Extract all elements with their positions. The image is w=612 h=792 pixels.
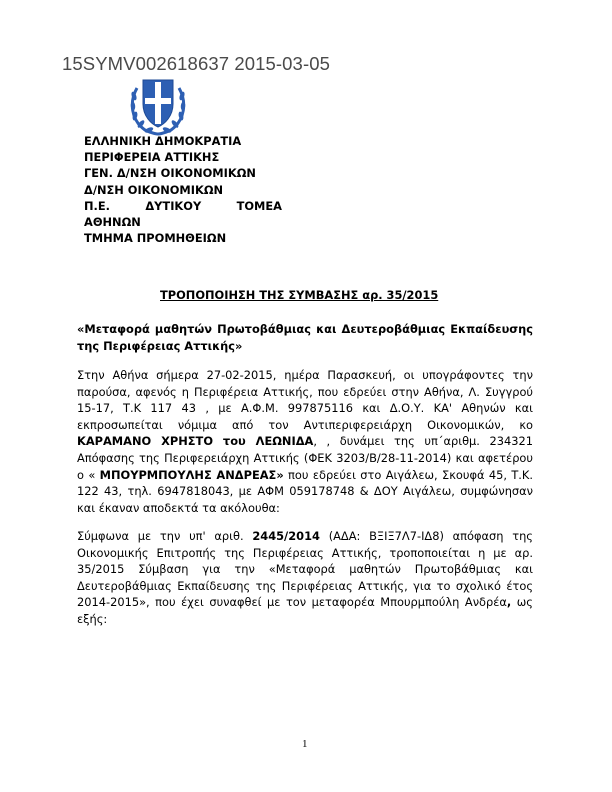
issuer-header [84, 133, 282, 246]
paragraph-text: , , δυνάμει της υπ΄αριθμ. 234321 Απόφασης της Περιφερειάρχη Αττικής (ΦΕΚ 3203/Β/28-11-2014) και αφετέρου ο « [77, 434, 533, 482]
document-title: ΤΡΟΠΟΠΟΙΗΣΗ ΤΗΣ ΣΥΜΒΑΣΗΣ αρ. 35/2015 [160, 288, 439, 302]
paragraph-text: Σύμφωνα με την υπ' αριθ. [77, 529, 253, 543]
greek-coat-of-arms-icon [127, 74, 189, 136]
paragraph-text: (ΑΔΑ: ΒΞΙΞ7Λ7-ΙΔ8) απόφαση της Οικονομικής Επιτροπής της Περιφέρειας Αττικής, τροποποιείται η με αρ. 35/2015 Σύμβαση για την «Μεταφορά μαθητών Πρωτοβάθμιας και Δευτεροβάθμιας Εκπαίδευσης της Περιφέρειας Αττικής, για το σχολικό έτος 2014-2015», που έχει συναφθεί με τον μεταφορέα Μπουρμπούλη Ανδρέα [77, 529, 533, 610]
document-stamp: 15SYMV002618637 2015-03-05 [62, 53, 330, 74]
header-line-athens: ΑΘΗΝΩΝ [84, 215, 141, 230]
header-line-region: ΠΕΡΙΦΕΡΕΙΑ ΑΤΤΙΚΗΣ [84, 150, 220, 165]
header-line-general-directorate: ΓΕΝ. Δ/ΝΣΗ ΟΙΚΟΝΟΜΙΚΩΝ [84, 166, 256, 181]
header-word-western: ΔΥΤΙΚΟΥ [145, 198, 202, 213]
representative-name: ΚΑΡΑΜΑΝΟ ΧΡΗΣΤΟ του ΛΕΩΝΙΔΑ [77, 434, 314, 449]
decision-number: 2445/2014 [252, 529, 320, 543]
header-word-sector: ΤΟΜΕΑ [236, 198, 282, 213]
contract-subject: «Μεταφορά μαθητών Πρωτοβάθμιας και Δευτεροβάθμιας Εκπαίδευσης της Περιφέρειας Αττικής» [77, 322, 533, 353]
header-word-pe: Π.Ε. [84, 198, 110, 213]
paragraph-text: ως εξής: [77, 595, 533, 626]
paragraph-amendment [77, 528, 533, 628]
contractor-name: ΜΠΟΥΡΜΠΟΥΛΗΣ ΑΝΔΡΕΑΣ» [99, 467, 284, 482]
header-line-directorate: Δ/ΝΣΗ ΟΙΚΟΝΟΜΙΚΩΝ [84, 182, 224, 197]
paragraph-text: που εδρεύει στο Αιγάλεω, Σκουφά 45, Τ.Κ. 122 43, τηλ. 6947818043, με ΑΦΜ 059178748 & ΔΟΥ Αιγάλεω, συμφώνησαν και έκαναν αποδεκτά τα ακόλουθα: [77, 467, 533, 515]
header-line-republic: ΕΛΛΗΝΙΚΗ ΔΗΜΟΚΡΑΤΙΑ [84, 134, 242, 148]
paragraph-parties [77, 367, 533, 516]
paragraph-text: Στην Αθήνα σήμερα 27-02-2015, ημέρα Παρασκευή, οι υπογράφοντες την παρούσα, αφενός η Περιφέρεια Αττικής, που εδρεύει στην Αθήνα, Λ. Συγγρού 15-17, Τ.Κ 117 43 , με Α.Φ.Μ. 997875116 και Δ.Ο.Υ. ΚΑ' Αθηνών και εκπροσωπείται νόμιμα από τον Αντιπεριφερειάρχη Οικονομικών, κο [77, 368, 533, 432]
header-line-department: ΤΜΗΜΑ ΠΡΟΜΗΘΕΙΩΝ [84, 231, 227, 246]
bold-comma: , [506, 595, 512, 610]
page-number: 1 [302, 738, 308, 750]
header-line-regional-unit [84, 198, 282, 214]
